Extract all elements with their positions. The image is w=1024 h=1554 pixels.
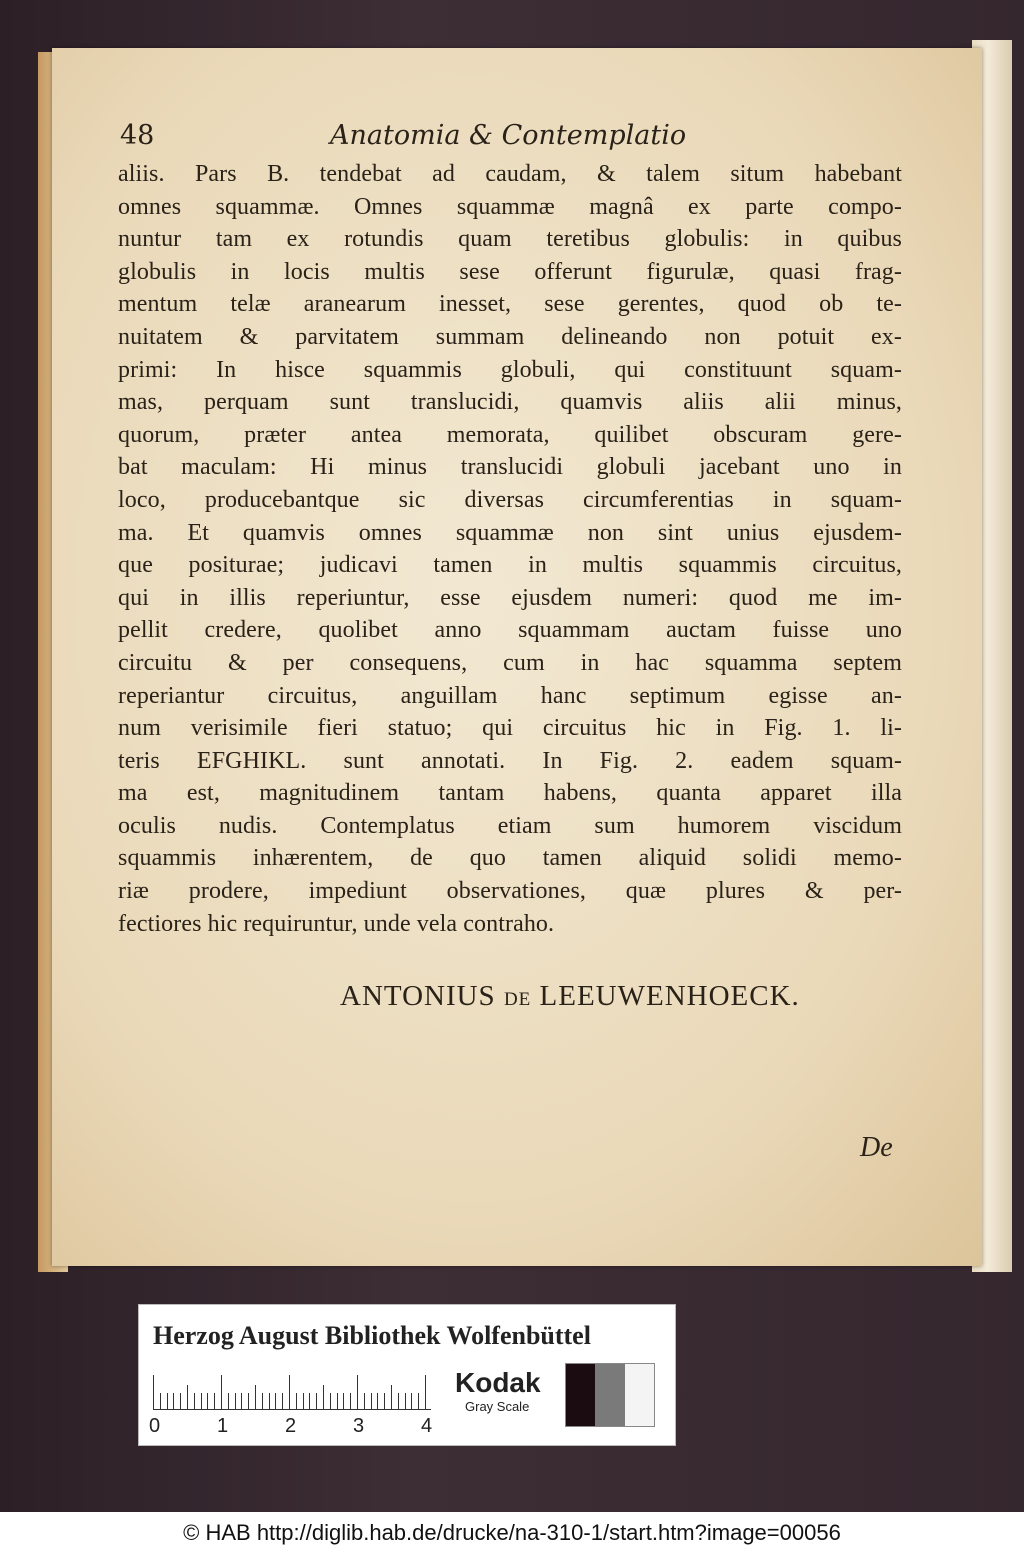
signature-last-name: LEEUWENHOECK. bbox=[539, 980, 800, 1012]
text-line: pellit credere, quolibet anno squammam auctam fuisse uno bbox=[118, 617, 902, 644]
text-line: bat maculam: Hi minus translucidi globuli jacebant uno in bbox=[118, 454, 902, 481]
text-line: qui in illis reperiuntur, esse ejusdem numeri: quod me im- bbox=[118, 584, 902, 611]
copyright-link-text[interactable]: © HAB http://diglib.hab.de/drucke/na-310-1/start.htm?image=00056 bbox=[183, 1520, 841, 1545]
text-line: fectiores hic requiruntur, unde vela contraho. bbox=[118, 910, 555, 937]
ruler-tick bbox=[248, 1393, 249, 1409]
ruler-number: 2 bbox=[285, 1415, 297, 1437]
text-line: ma. Et quamvis omnes squammæ non sint unius ejusdem- bbox=[118, 519, 902, 546]
ruler-tick bbox=[411, 1393, 412, 1409]
gray-patch bbox=[566, 1364, 595, 1426]
ruler-tick bbox=[201, 1393, 202, 1409]
ruler-tick bbox=[194, 1393, 195, 1409]
running-head bbox=[120, 120, 687, 160]
signature-particle: DE bbox=[503, 989, 532, 1010]
kodak-logo-text: Kodak bbox=[455, 1367, 541, 1398]
ruler-tick bbox=[187, 1385, 188, 1409]
text-line: num verisimile fieri statuo; qui circuitus hic in Fig. 1. li- bbox=[118, 715, 902, 742]
ruler-tick bbox=[160, 1393, 161, 1409]
ruler-tick bbox=[262, 1393, 263, 1409]
ruler-tick bbox=[241, 1393, 242, 1409]
ruler-tick bbox=[425, 1375, 426, 1409]
text-line: primi: In hisce squammis globuli, qui constituunt squam- bbox=[118, 356, 902, 383]
ruler-tick bbox=[371, 1393, 372, 1409]
ruler-tick bbox=[214, 1393, 215, 1409]
ruler-tick bbox=[255, 1385, 256, 1409]
ruler-tick bbox=[180, 1393, 181, 1409]
ruler-tick bbox=[405, 1393, 406, 1409]
ruler-tick bbox=[309, 1393, 310, 1409]
ruler-tick bbox=[377, 1393, 378, 1409]
body-text bbox=[118, 158, 902, 940]
text-line: aliis. Pars B. tendebat ad caudam, & talem situm habebant bbox=[118, 161, 902, 187]
text-line: riæ prodere, impediunt observationes, quæ plures & per- bbox=[118, 878, 902, 905]
text-line: teris EFGHIKL. sunt annotati. In Fig. 2. eadem squam- bbox=[118, 747, 902, 774]
ruler-tick bbox=[418, 1393, 419, 1409]
ruler-tick bbox=[350, 1393, 351, 1409]
ruler-tick bbox=[391, 1385, 392, 1409]
text-line: omnes squammæ. Omnes squammæ magnâ ex parte compo- bbox=[118, 193, 902, 220]
text-line: nuntur tam ex rotundis quam teretibus globulis: in quibus bbox=[118, 226, 902, 253]
text-line: que positurae; judicavi tamen in multis squammis circuitus, bbox=[118, 552, 902, 579]
ruler-tick bbox=[398, 1393, 399, 1409]
text-line: nuitatem & parvitatem summam delineando non potuit ex- bbox=[118, 323, 902, 350]
library-color-card bbox=[138, 1304, 676, 1446]
gray-scale-patches bbox=[565, 1363, 655, 1427]
ruler-tick bbox=[275, 1393, 276, 1409]
ruler-tick bbox=[289, 1375, 290, 1409]
scale-ruler bbox=[153, 1375, 431, 1410]
gray-patch bbox=[625, 1364, 654, 1426]
ruler-numbers bbox=[149, 1415, 453, 1439]
copyright-footer bbox=[0, 1512, 1024, 1554]
running-title: Anatomia & Contemplatio bbox=[330, 120, 687, 151]
ruler-tick bbox=[228, 1393, 229, 1409]
ruler-tick bbox=[269, 1393, 270, 1409]
signature bbox=[340, 980, 900, 1013]
ruler-tick bbox=[330, 1393, 331, 1409]
gray-scale-caption: Gray Scale bbox=[465, 1399, 530, 1414]
text-line: squammis inhærentem, de quo tamen aliquid solidi memo- bbox=[118, 845, 902, 872]
ruler-tick bbox=[221, 1375, 222, 1409]
ruler-tick bbox=[282, 1393, 283, 1409]
ruler-tick bbox=[343, 1393, 344, 1409]
ruler-tick bbox=[207, 1393, 208, 1409]
ruler-tick bbox=[296, 1393, 297, 1409]
catchword: De bbox=[860, 1132, 893, 1163]
ruler-number: 3 bbox=[353, 1415, 365, 1437]
text-line: ma est, magnitudinem tantam habens, quanta apparet illa bbox=[118, 780, 902, 807]
signature-first-name: ANTONIUS bbox=[340, 980, 496, 1012]
text-line: oculis nudis. Contemplatus etiam sum humorem viscidum bbox=[118, 812, 902, 839]
ruler-tick bbox=[357, 1375, 358, 1409]
ruler-tick bbox=[316, 1393, 317, 1409]
text-line: globulis in locis multis sese offerunt figurulæ, quasi frag- bbox=[118, 258, 902, 285]
page-number: 48 bbox=[120, 120, 155, 151]
library-name: Herzog August Bibliothek Wolfenbüttel bbox=[153, 1321, 591, 1350]
ruler-tick bbox=[303, 1393, 304, 1409]
ruler-number: 4 bbox=[421, 1415, 433, 1437]
ruler-tick bbox=[235, 1393, 236, 1409]
text-line: mas, perquam sunt translucidi, quamvis aliis alii minus, bbox=[118, 389, 902, 416]
gray-patch bbox=[595, 1364, 624, 1426]
ruler-tick bbox=[384, 1393, 385, 1409]
text-line: loco, producebantque sic diversas circumferentias in squam- bbox=[118, 486, 902, 513]
ruler-number: 1 bbox=[217, 1415, 229, 1437]
ruler-tick bbox=[323, 1385, 324, 1409]
text-line: circuitu & per consequens, cum in hac squamma septem bbox=[118, 649, 902, 676]
ruler-number: 0 bbox=[149, 1415, 161, 1437]
text-line: mentum telæ aranearum inesset, sese gerentes, quod ob te- bbox=[118, 291, 902, 318]
ruler-tick bbox=[337, 1393, 338, 1409]
ruler-tick bbox=[153, 1375, 154, 1409]
ruler-tick bbox=[364, 1393, 365, 1409]
text-line: quorum, præter antea memorata, quilibet obscuram gere- bbox=[118, 421, 902, 448]
text-line: reperiantur circuitus, anguillam hanc septimum egisse an- bbox=[118, 682, 902, 709]
ruler-tick bbox=[167, 1393, 168, 1409]
ruler-tick bbox=[173, 1393, 174, 1409]
